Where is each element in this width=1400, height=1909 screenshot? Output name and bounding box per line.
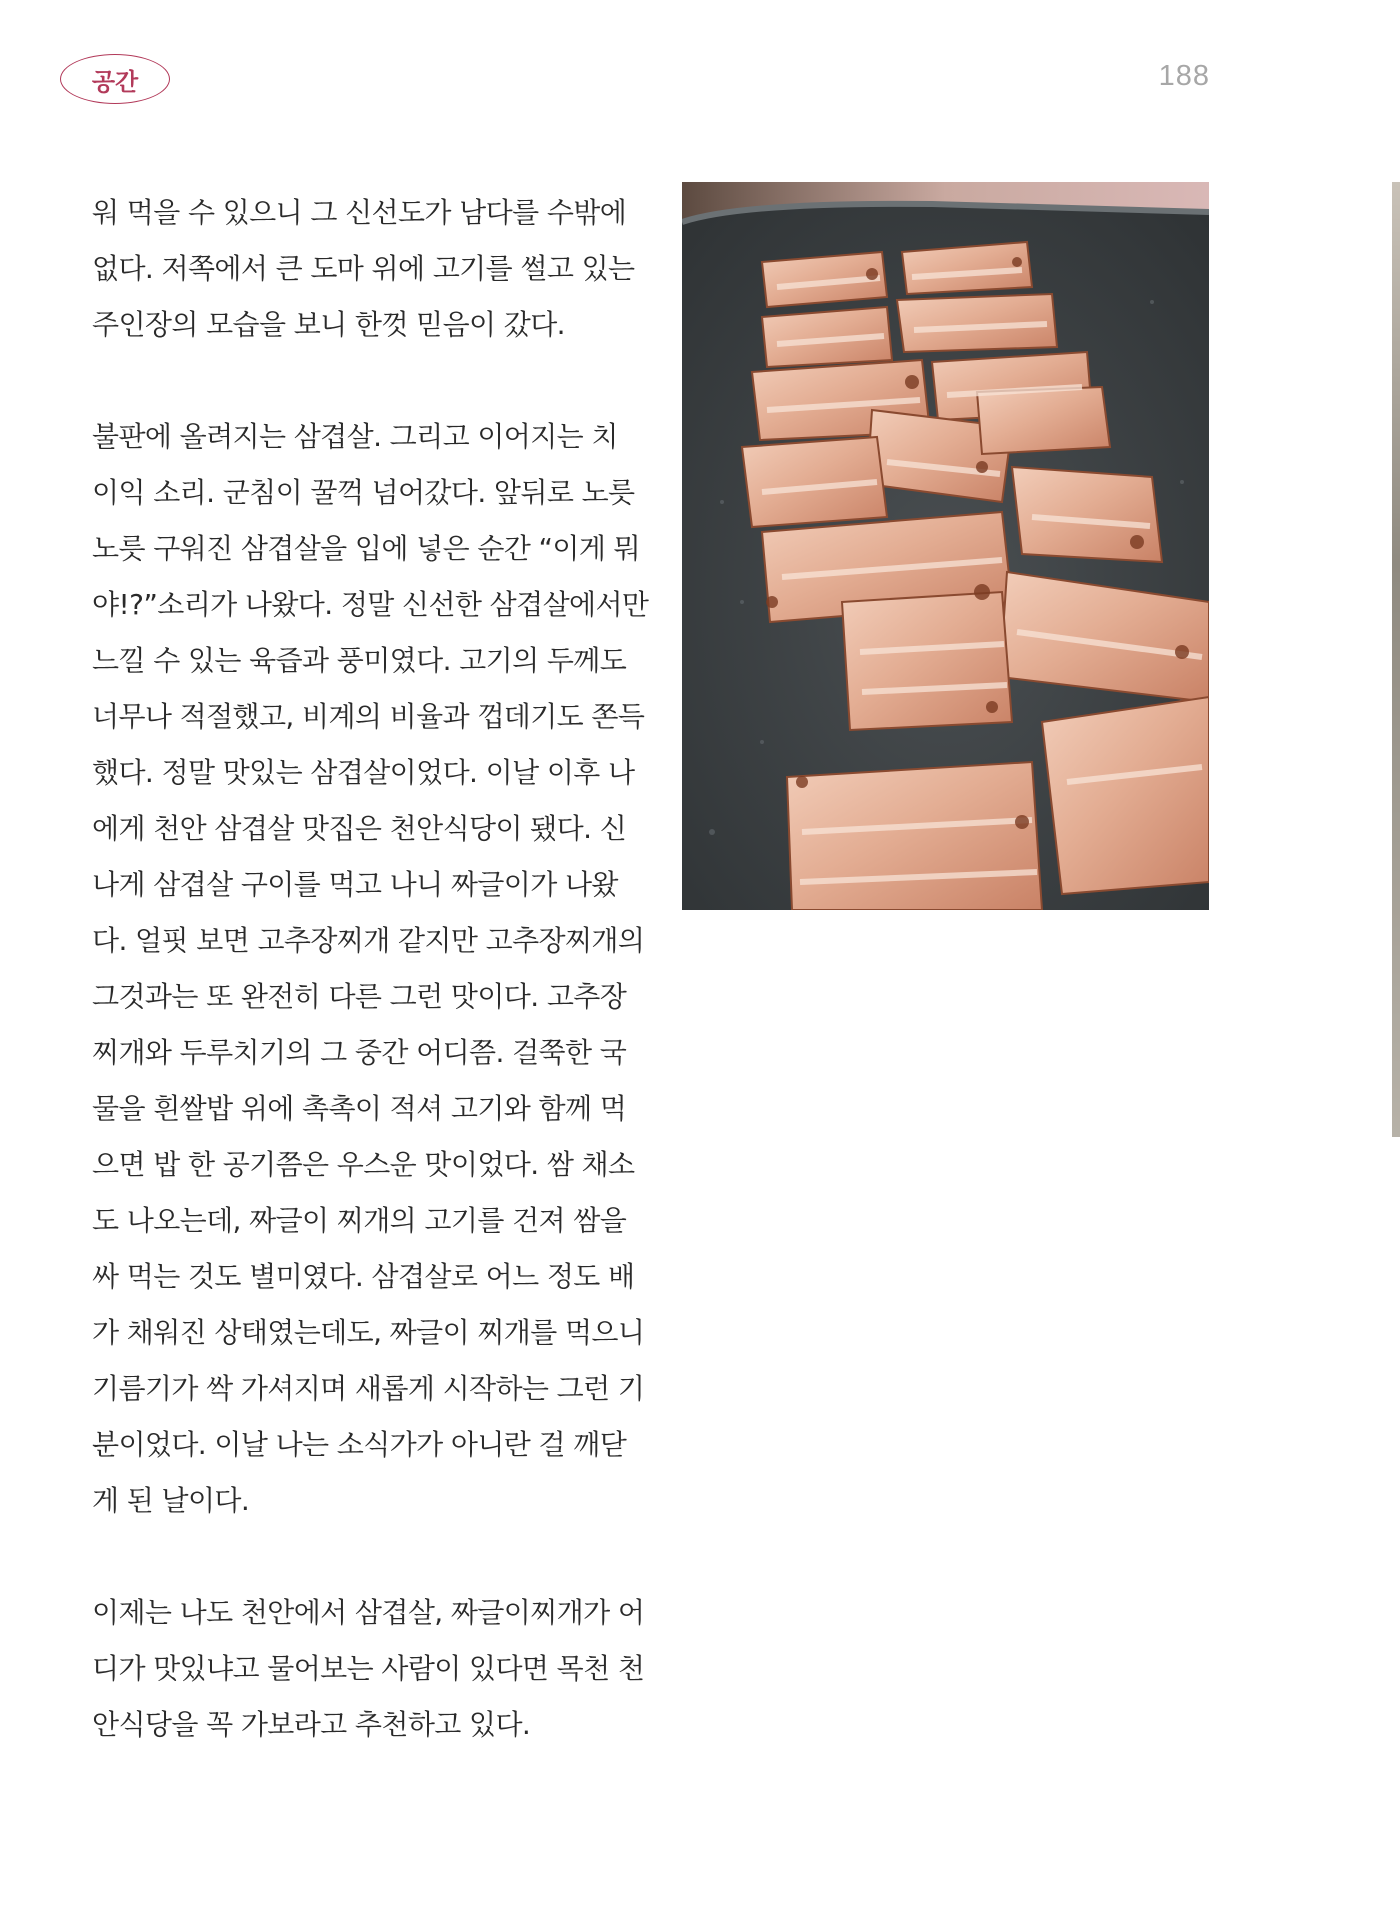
text-line: 디가 맛있냐고 물어보는 사람이 있다면 목천 천 xyxy=(92,1652,645,1685)
paragraph-1 xyxy=(92,185,635,353)
adjacent-page-edge xyxy=(1392,182,1400,1137)
text-line: 주인장의 모습을 보니 한껏 믿음이 갔다. xyxy=(92,308,565,341)
text-line: 싸 먹는 것도 별미였다. 삼겹살로 어느 정도 배 xyxy=(92,1260,635,1293)
photo-illustration xyxy=(682,182,1209,910)
text-line: 이제는 나도 천안에서 삼겹살, 짜글이찌개가 어 xyxy=(92,1596,645,1629)
text-line: 가 채워진 상태였는데도, 짜글이 찌개를 먹으니 xyxy=(92,1316,645,1349)
paragraph-3 xyxy=(92,1585,645,1753)
text-line: 기름기가 싹 가셔지며 새롭게 시작하는 그런 기 xyxy=(92,1372,645,1405)
article-body xyxy=(92,185,649,1753)
paragraph-2 xyxy=(92,409,649,1529)
text-line: 다. 얼핏 보면 고추장찌개 같지만 고추장찌개의 xyxy=(92,924,645,957)
text-line: 너무나 적절했고, 비계의 비율과 껍데기도 쫀득 xyxy=(92,700,645,733)
text-line: 분이었다. 이날 나는 소식가가 아니란 걸 깨닫 xyxy=(92,1428,627,1461)
pork-belly-photo xyxy=(682,182,1209,910)
paragraph-gap xyxy=(92,353,617,409)
text-line: 게 된 날이다. xyxy=(92,1484,250,1517)
text-line: 노릇 구워진 삼겹살을 입에 넣은 순간 “이게 뭐 xyxy=(92,532,641,565)
text-line: 물을 흰쌀밥 위에 촉촉이 적셔 고기와 함께 먹 xyxy=(92,1092,627,1125)
text-line: 찌개와 두루치기의 그 중간 어디쯤. 걸쭉한 국 xyxy=(92,1036,627,1069)
text-line: 했다. 정말 맛있는 삼겹살이었다. 이날 이후 나 xyxy=(92,756,635,789)
text-line: 이익 소리. 군침이 꿀꺽 넘어갔다. 앞뒤로 노릇 xyxy=(92,476,635,509)
text-line: 안식당을 꼭 가보라고 추천하고 있다. xyxy=(92,1708,531,1741)
text-line: 불판에 올려지는 삼겹살. 그리고 이어지는 치 xyxy=(92,420,618,453)
text-line: 도 나오는데, 짜글이 찌개의 고기를 건져 쌈을 xyxy=(92,1204,627,1237)
text-line: 으면 밥 한 공기쯤은 우스운 맛이었다. 쌈 채소 xyxy=(92,1148,635,1181)
text-line: 그것과는 또 완전히 다른 그런 맛이다. 고추장 xyxy=(92,980,627,1013)
text-line: 야!?”소리가 나왔다. 정말 신선한 삼겹살에서만 xyxy=(92,588,649,621)
text-line: 나게 삼겹살 구이를 먹고 나니 짜글이가 나왔 xyxy=(92,868,618,901)
section-tag: 공간 xyxy=(60,54,170,104)
page-number: 188 xyxy=(1158,60,1210,92)
text-line: 워 먹을 수 있으니 그 신선도가 남다를 수밖에 xyxy=(92,196,627,229)
paragraph-gap xyxy=(92,1529,617,1585)
text-line: 느낄 수 있는 육즙과 풍미였다. 고기의 두께도 xyxy=(92,644,627,677)
text-line: 에게 천안 삼겹살 맛집은 천안식당이 됐다. 신 xyxy=(92,812,627,845)
text-line: 없다. 저쪽에서 큰 도마 위에 고기를 썰고 있는 xyxy=(92,252,635,285)
